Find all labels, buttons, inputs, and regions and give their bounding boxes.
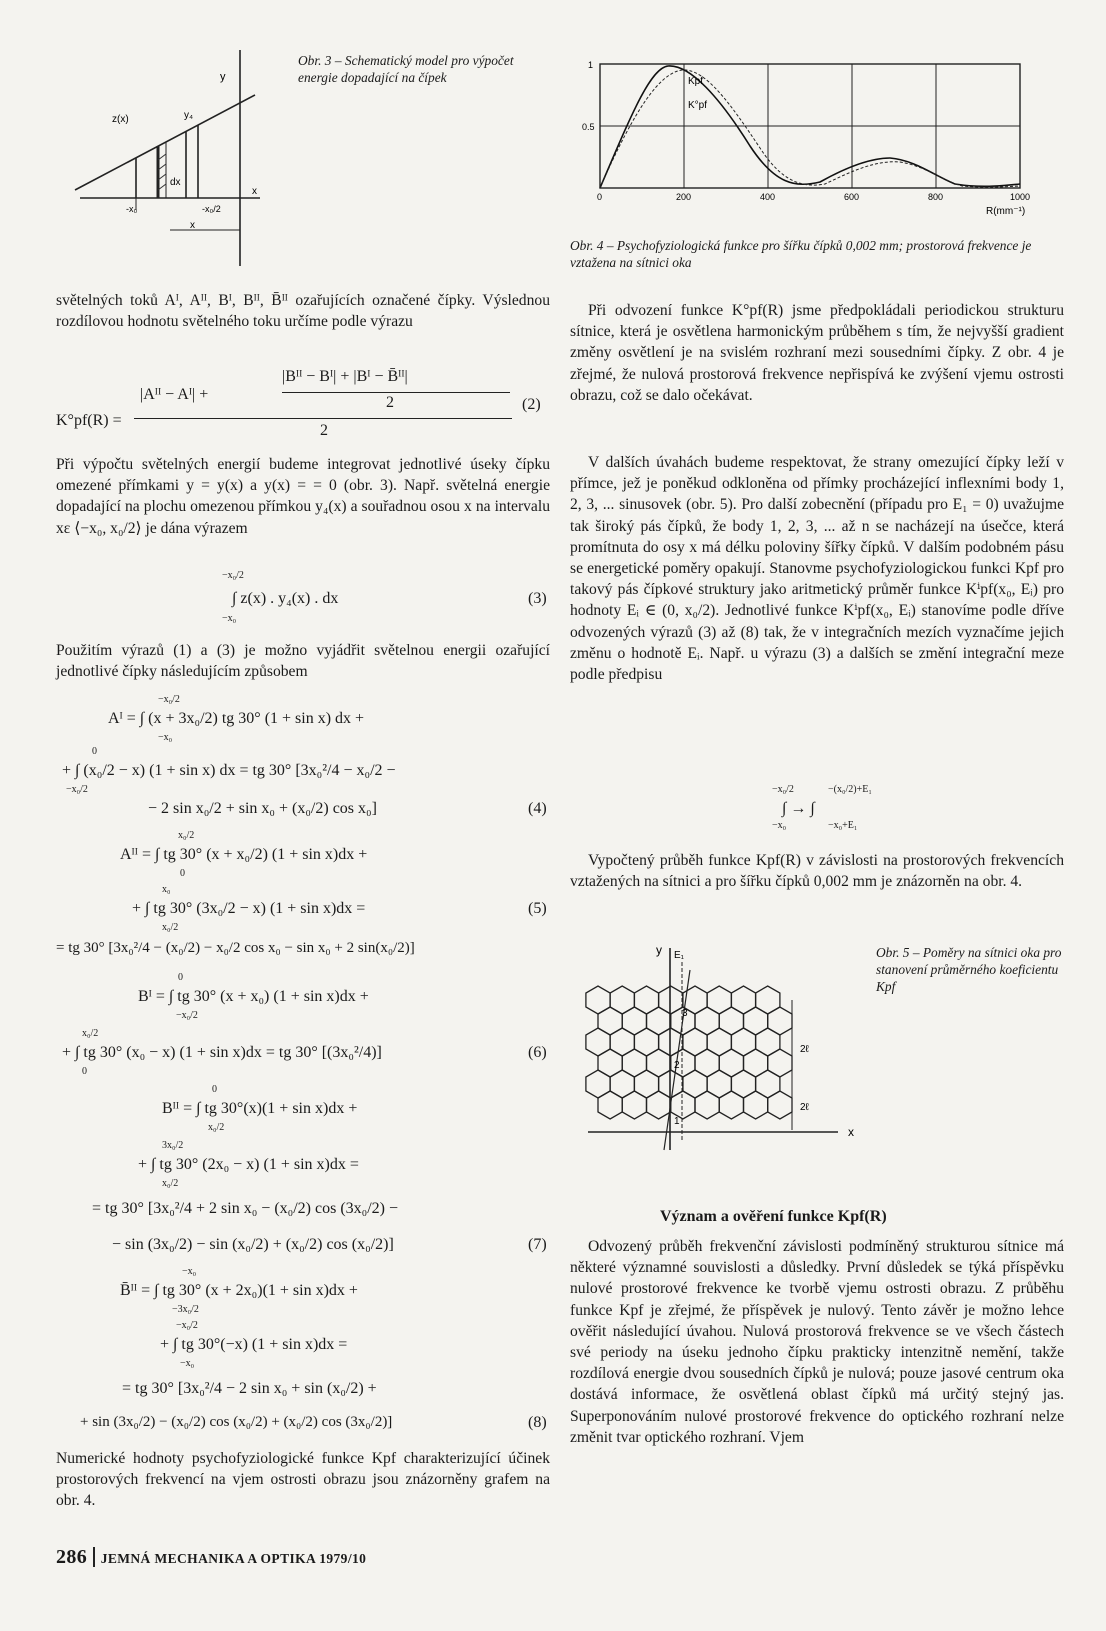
limits-l2: −x₀+E₁ — [828, 820, 858, 831]
eq5-l2: x₀/2 — [162, 922, 179, 933]
eq8-number: (8) — [528, 1414, 547, 1431]
eq5-u2: x₀ — [162, 884, 171, 895]
left-para-3: Použitím výrazů (1) a (3) je možno vyjádřit světelnou energii ozařující jednotlivé čípky následujícím způsobem — [56, 642, 550, 681]
figure-3 — [60, 40, 290, 270]
figure-5 — [578, 940, 878, 1172]
cone-hexagon — [671, 1091, 695, 1119]
right-para-3: Vypočtený průběh funkce Kpf(R) v závislosti na prostorových frekvencích vztažených na sítnici a pro šířku čípků 0,002 mm je znázorněn na obr. 4. — [570, 852, 1064, 891]
fig4-xtick-800: 800 — [928, 192, 944, 202]
eq5-u1: x₀/2 — [178, 830, 195, 841]
eq8-u1: −x₀ — [182, 1266, 197, 1277]
fig3-label-dx: dx — [170, 177, 181, 188]
footer-divider — [93, 1547, 95, 1567]
left-para-4: Numerické hodnoty psychofyziologické funkce Kpf charakterizující účinek prostorových frekvencí na vjem ostrosti obrazu jsou znázorněny grafem na obr. 4. — [56, 1450, 550, 1510]
eq7-line2: + ∫ tg 30° (2x₀ − x) (1 + sin x)dx = — [138, 1156, 359, 1173]
fig4-series-label-k0pf: K°pf — [688, 100, 708, 111]
eq7-line3: = tg 30° [3x₀²/4 + 2 sin x₀ − (x₀/2) cos (3x₀/2) − — [92, 1200, 399, 1217]
eq7-number: (7) — [528, 1236, 547, 1253]
fig3-label-y: y — [220, 71, 226, 83]
eq6-u1: 0 — [178, 972, 183, 983]
eq7-line1: Bᴵᴵ = ∫ tg 30°(x)(1 + sin x)dx + — [162, 1100, 358, 1117]
figure-5-caption: Obr. 5 – Poměry na sítnici oka pro stanovení průměrného koeficientu Kpf — [876, 945, 1062, 994]
eq8-u2: −x₀/2 — [176, 1320, 198, 1331]
eq7-u2: 3x₀/2 — [162, 1140, 184, 1151]
eq2-num-left: |Aᴵᴵ − Aᴵ| + — [140, 386, 209, 403]
eq7-u1: 0 — [212, 1084, 217, 1095]
eq4-line1: Aᴵ = ∫ (x + 3x₀/2) tg 30° (1 + sin x) dx + — [108, 710, 365, 727]
cone-hexagon — [695, 1091, 719, 1119]
fig4-curve-kpf — [600, 66, 1020, 188]
fig4-ytick-05: 0.5 — [582, 122, 595, 132]
cone-hexagon — [744, 1091, 768, 1119]
fig3-label-y4: y₄ — [184, 110, 194, 121]
eq6-number: (6) — [528, 1044, 547, 1061]
eq5-line2: + ∫ tg 30° (3x₀/2 − x) (1 + sin x)dx = — [132, 900, 366, 917]
fig4-xtick-600: 600 — [844, 192, 860, 202]
eq2-num-right-top: |Bᴵᴵ − Bᴵ| + |Bᴵ − B̄ᴵᴵ| — [282, 368, 408, 385]
eq4-u2: 0 — [92, 746, 97, 757]
eq5-l1: 0 — [180, 868, 185, 879]
fig4-series-label-kpf: Kpf — [688, 76, 704, 87]
fig3-label-x: x — [190, 220, 195, 231]
eq3-upper: −x₀/2 — [222, 570, 244, 581]
eq4-number: (4) — [528, 800, 547, 817]
eq8-line1: B̄ᴵᴵ = ∫ tg 30° (x + 2x₀)(1 + sin x)dx + — [120, 1282, 358, 1299]
fig3-label-zx: z(x) — [112, 114, 129, 125]
fig3-line-z — [75, 95, 255, 190]
figure-4-caption: Obr. 4 – Psychofyziologická funkce pro šířku čípků 0,002 mm; prostorová frekvence je vztažena na sítnici oka — [570, 238, 1032, 270]
eq3-body: ∫ z(x) . y₄(x) . dx — [232, 590, 339, 607]
eq4-line3: − 2 sin x₀/2 + sin x₀ + (x₀/2) cos x₀] — [148, 800, 377, 817]
figure-3-caption: Obr. 3 – Schematický model pro výpočet energie dopadající na čípek — [298, 53, 514, 85]
fig4-xtick-400: 400 — [760, 192, 776, 202]
fig5-label-dim2: 2ℓ — [800, 1102, 809, 1113]
fig4-xtick-1000: 1000 — [1010, 192, 1031, 202]
eq3-number: (3) — [528, 590, 547, 607]
page-number: 286 — [56, 1546, 88, 1568]
eq8-l2: −x₀ — [180, 1358, 195, 1369]
eq5-number: (5) — [528, 900, 547, 917]
eq8-line2: + ∫ tg 30°(−x) (1 + sin x)dx = — [160, 1336, 348, 1353]
fig4-ytick-1: 1 — [588, 60, 594, 70]
cone-hexagon — [719, 1091, 743, 1119]
left-para-2: Při výpočtu světelných energií budeme integrovat jednotlivé úseky čípku omezené přímkami y = y(x) a y(x) = = 0 (obr. 3). Např. světelná energie dopadající na plochu omezenou přímkou y₄(x) a souřadnou osou x na intervalu xε ⟨−x₀, x₀/2⟩ je dána výrazem — [56, 456, 550, 537]
fig3-label-x0: -x₀ — [126, 204, 138, 214]
eq7-line4: − sin (3x₀/2) − sin (x₀/2) + (x₀/2) cos (x₀/2)] — [112, 1236, 394, 1253]
left-para-1: světelných toků Aᴵ, Aᴵᴵ, Bᴵ, Bᴵᴵ, B̄ᴵᴵ ozařujících označené čípky. Výslednou rozdílovou hodnotu světelného toku určíme podle výrazu — [56, 292, 550, 331]
eq6-line2: + ∫ tg 30° (x₀ − x) (1 + sin x)dx = tg 30° [(3x₀²/4)] — [62, 1044, 382, 1061]
eq8-line4: + sin (3x₀/2) − (x₀/2) cos (x₀/2) + (x₀/2) cos (3x₀/2)] — [80, 1414, 393, 1430]
eq4-l1: −x₀ — [158, 732, 173, 743]
eq2-lhs: K°pf(R) = — [56, 412, 122, 429]
fig3-label-x0half: -x₀/2 — [202, 204, 221, 214]
fig5-label-3: 3 — [682, 1008, 688, 1019]
fig3-label-x-axis: x — [252, 186, 257, 197]
journal-name: JEMNÁ MECHANIKA A OPTIKA 1979/10 — [100, 1551, 367, 1566]
right-para-2: V dalších úvahách budeme respektovat, že strany omezující čípky leží v přímce, jež je poněkud odkloněna od přímky procházející inflexními body 1, 2, 3, ... sinusovek (obr. 5). Pro další zobecnění (případu pro E₁ = 0) uvažujme tak široký pás čípků, že body 1, 2, 3, ... až n se nacházejí na úsečce, která promítnuta do osy x má délku poloviny šířky čípků. V dalším podobném pásu se energetické poměry opakují. Stanovme psychofyziologickou funkci Kpf pro takový pás čípkové struktury jako aritmetický průměr funkce Kⁱpf(x₀, Eᵢ) pro hodnoty Eᵢ ∈ (0, x₀/2). Jednotlivé funkce Kⁱpf(x₀, Eᵢ) stanovíme podle dříve odvozených výrazů (3) až (8) tak, že v integračních mezích vyznačíme jejich změnu o hodnotě Eᵢ. Např. u výrazu (3) a dalších se změní integrační meze podle předpisu — [570, 454, 1064, 684]
eq6-line1: Bᴵ = ∫ tg 30° (x + x₀) (1 + sin x)dx + — [138, 988, 369, 1005]
cone-hexagon — [768, 1091, 792, 1119]
eq5-line3: = tg 30° [3x₀²/4 − (x₀/2) − x₀/2 cos x₀ − sin x₀ + 2 sin(x₀/2)] — [56, 940, 415, 956]
limits-u1: −x₀/2 — [772, 784, 794, 795]
eq6-u2: x₀/2 — [82, 1028, 99, 1039]
eq7-l2: x₀/2 — [162, 1178, 179, 1189]
figure-4-chart — [570, 48, 1070, 220]
cone-hexagon — [647, 1091, 671, 1119]
eq4-line2: + ∫ (x₀/2 − x) (1 + sin x) dx = tg 30° [3x₀²/4 − x₀/2 − — [62, 762, 396, 779]
fig5-label-1: 1 — [674, 1116, 680, 1127]
cone-hexagon — [622, 1091, 646, 1119]
fig4-xtick-0: 0 — [597, 192, 603, 202]
eq4-l2: −x₀/2 — [66, 784, 88, 795]
fig5-label-y: y — [656, 943, 662, 957]
fig5-label-2: 2 — [674, 1060, 680, 1071]
eq8-l1: −3x₀/2 — [172, 1304, 199, 1315]
eq3-lower: −x₀ — [222, 613, 237, 624]
page-footer — [56, 1546, 366, 1569]
eq5-line1: Aᴵᴵ = ∫ tg 30° (x + x₀/2) (1 + sin x)dx + — [120, 846, 368, 863]
eq6-l2: 0 — [82, 1066, 87, 1077]
eq2-main-bar — [134, 418, 512, 419]
eq2-num-right-bottom: 2 — [386, 394, 394, 411]
eq6-l1: −x₀/2 — [176, 1010, 198, 1021]
fig5-label-x: x — [848, 1125, 854, 1139]
fig5-label-dim1: 2ℓ — [800, 1044, 809, 1055]
right-para-1: Při odvození funkce K°pf(R) jsme předpokládali periodickou strukturu sítnice, která je osvětlena harmonickým průběhem s tím, že nejvyšší gradient změny osvětlení je na svislém rozhraní mezi sousedními čípky. Z obr. 4 je zřejmé, že nulová prostorová frekvence nepřispívá ke zvýšení vjemu ostrosti obrazu, což se dalo očekávat. — [570, 302, 1064, 404]
cone-hexagon — [598, 1091, 622, 1119]
eq7-l1: x₀/2 — [208, 1122, 225, 1133]
eq4-u1: −x₀/2 — [158, 694, 180, 705]
fig4-x-label: R(mm⁻¹) — [986, 206, 1026, 217]
fig4-curve-k0pf — [600, 70, 1020, 188]
eq8-line3: = tg 30° [3x₀²/4 − 2 sin x₀ + sin (x₀/2) + — [122, 1380, 377, 1397]
limits-arrow: ∫ → ∫ — [782, 800, 815, 817]
right-para-4: Odvozený průběh frekvenční závislosti podmíněný strukturou sítnice má některé významné souvislosti a důsledky. První důsledek se týká příspěvku nulové prostorové frekvence ke tvorbě vjemu ostrosti obrazu. Z průběhu funkce Kpf je zřejmé, že příspěvek je nulový. Tento závěr je možno lehce ověřit následující úvahou. Nulová prostorová frekvence se ve všech částech své periody na úseku jednoho čípku prakticky intenzitně nemění, takže rozdílová energie dvou sousedních čípků je nulová; pouze jasové centrum oka dostává informace, že osvětlená oblast čípků má určitý stejný jas. Superponováním nulové prostorové frekvence do optického rozhraní nelze změnit tvar optického rozhraní. Vjem — [570, 1238, 1064, 1446]
limits-u2: −(x₀/2)+E₁ — [828, 784, 872, 795]
eq2-inner-bar — [282, 392, 510, 393]
limits-l1: −x₀ — [772, 820, 787, 831]
eq2-number: (2) — [522, 396, 541, 413]
fig4-xtick-200: 200 — [676, 192, 692, 202]
eq2-den: 2 — [320, 422, 328, 439]
section-heading: Význam a ověření funkce Kpf(R) — [660, 1208, 887, 1225]
fig5-label-e1: E₁ — [674, 950, 685, 961]
